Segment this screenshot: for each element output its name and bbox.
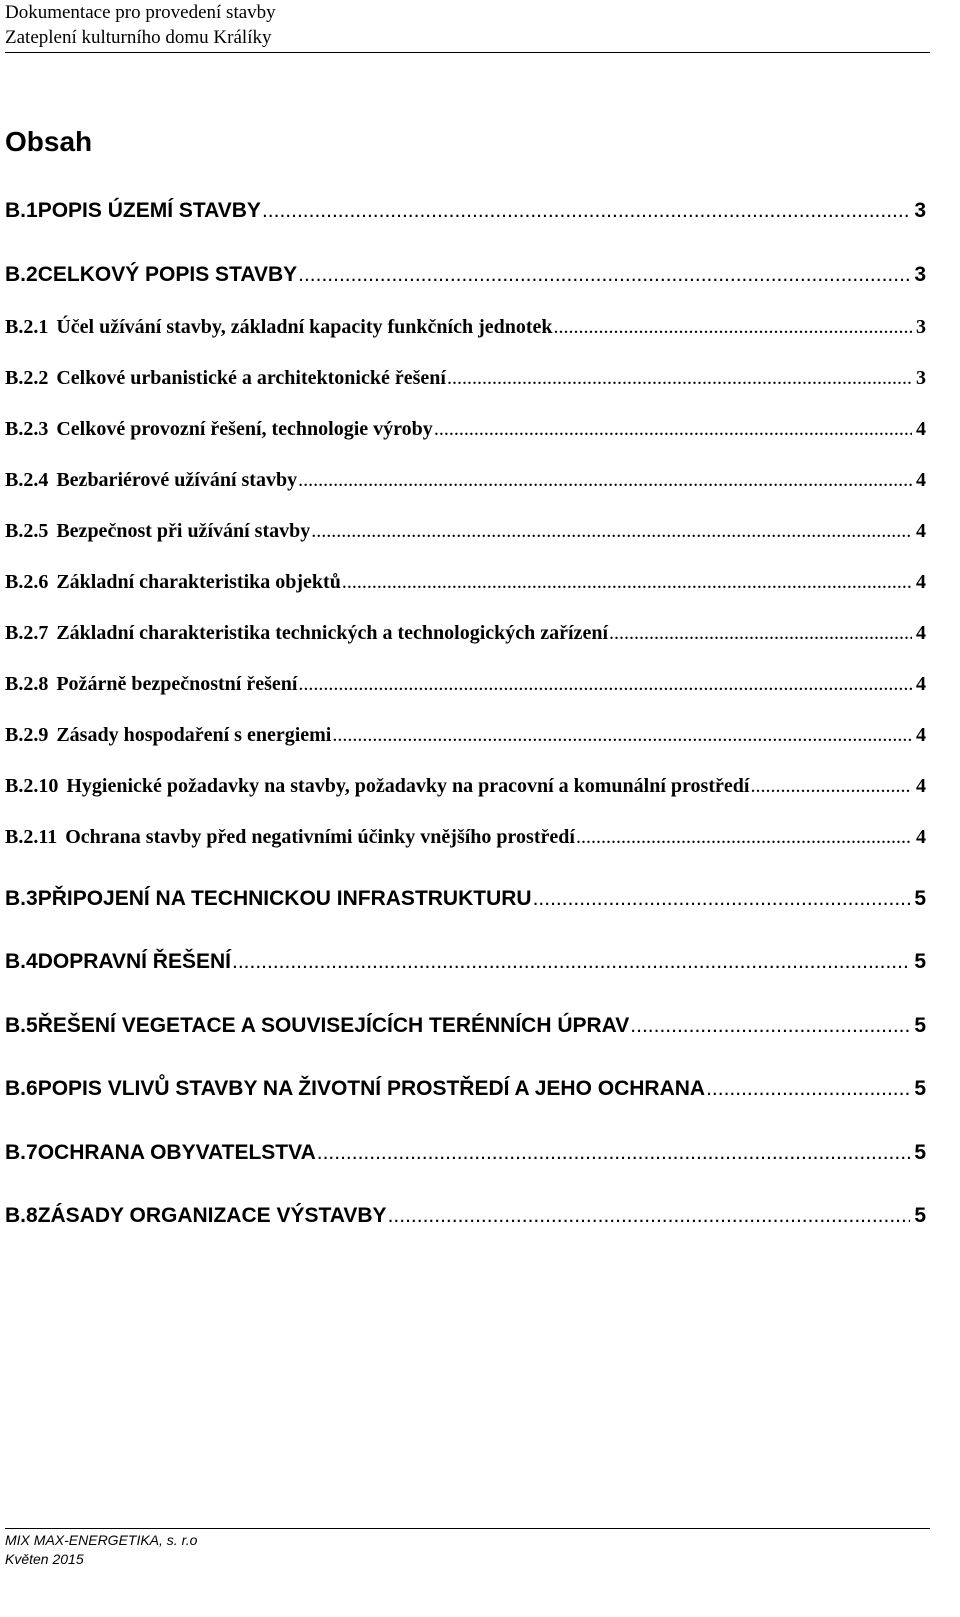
toc-entry-number: B.1 [5, 199, 38, 222]
toc-entry-label: Celkové urbanistické a architektonické řešení [56, 367, 446, 389]
toc-entry-label: CELKOVÝ POPIS STAVBY [37, 263, 298, 286]
toc-entry-page: 5 [914, 1204, 926, 1227]
document-type: Dokumentace pro provedení stavby [5, 2, 276, 23]
toc-entry-number: B.5 [5, 1014, 38, 1037]
toc-dot-leader [609, 618, 912, 648]
toc-entry-number: B.7 [5, 1141, 38, 1164]
toc-entry-page: 5 [914, 950, 926, 973]
toc-entry-page: 4 [916, 418, 926, 440]
toc-entry-number: B.2.6 [5, 571, 49, 593]
toc-entry-label: PŘIPOJENÍ NA TECHNICKOU INFRASTRUKTURU [37, 887, 532, 910]
toc-entry[interactable] [5, 567, 926, 597]
toc-dot-leader [311, 516, 912, 546]
toc-dot-leader [262, 196, 910, 226]
toc-entry[interactable] [5, 884, 926, 914]
toc-entry-label: ZÁSADY ORGANIZACE VÝSTAVBY [37, 1204, 387, 1227]
toc-dot-leader [232, 947, 910, 977]
toc-entry-label: Hygienické požadavky na stavby, požadavky na pracovní a komunální prostředí [66, 775, 750, 797]
toc-entry-page: 3 [916, 367, 926, 389]
toc-dot-leader [630, 1011, 910, 1041]
toc-entry-label: POPIS ÚZEMÍ STAVBY [37, 199, 261, 222]
toc-entry-number: B.2.3 [5, 418, 49, 440]
toc-dot-leader [332, 720, 912, 750]
toc-entry[interactable] [5, 618, 926, 648]
toc-entry-page: 4 [916, 520, 926, 542]
toc-dot-leader [298, 669, 912, 699]
toc-entry[interactable] [5, 465, 926, 495]
toc-entry-page: 4 [916, 775, 926, 797]
toc-entry-label: Požárně bezpečnostní řešení [56, 673, 298, 695]
toc-entry-page: 5 [914, 1014, 926, 1037]
toc-entry-label: Zásady hospodaření s energiemi [56, 724, 332, 746]
toc-dot-leader [750, 771, 912, 801]
page-footer [5, 1528, 930, 1569]
toc-entry-number: B.2.2 [5, 367, 49, 389]
toc-entry[interactable] [5, 669, 926, 699]
toc-entry-number: B.2 [5, 263, 38, 286]
toc-entry-page: 5 [914, 1141, 926, 1164]
toc-entry-page: 4 [916, 724, 926, 746]
toc-entry-label: Ochrana stavby před negativními účinky vnějšího prostředí [65, 826, 575, 848]
toc-entry-number: B.2.1 [5, 316, 49, 338]
project-name: Zateplení kulturního domu Králíky [5, 27, 272, 48]
toc-entry[interactable] [5, 771, 926, 801]
toc-entry-number: B.8 [5, 1204, 38, 1227]
toc-title: Obsah [5, 126, 93, 157]
toc-entry-page: 3 [914, 199, 926, 222]
toc-dot-leader [342, 567, 912, 597]
toc-entry-number: B.2.4 [5, 469, 49, 491]
toc-entry-number: B.4 [5, 950, 38, 973]
toc-entry-label: Základní charakteristika technických a technologických zařízení [56, 622, 608, 644]
toc-entry-page: 3 [914, 263, 926, 286]
toc-entry-label: Účel užívání stavby, základní kapacity funkčních jednotek [56, 316, 553, 338]
toc-entry-number: B.2.9 [5, 724, 49, 746]
toc-entry[interactable] [5, 516, 926, 546]
toc-entry-label: Celkové provozní řešení, technologie výroby [56, 418, 433, 440]
toc-entry-number: B.6 [5, 1077, 38, 1100]
toc-entry-page: 4 [916, 826, 926, 848]
toc-entry-page: 4 [916, 571, 926, 593]
toc-dot-leader [317, 1138, 911, 1168]
toc-dot-leader [298, 260, 910, 290]
company-name: MIX MAX-ENERGETIKA, s. r.o [5, 1532, 198, 1548]
toc-dot-leader [388, 1201, 911, 1231]
toc-entry-number: B.3 [5, 887, 38, 910]
toc-entry-number: B.2.11 [5, 826, 58, 848]
toc-entry-number: B.2.7 [5, 622, 49, 644]
toc-entry-label: POPIS VLIVŮ STAVBY NA ŽIVOTNÍ PROSTŘEDÍ A JEHO OCHRANA [37, 1077, 706, 1100]
toc-entry-page: 4 [916, 673, 926, 695]
toc-entry-page: 4 [916, 469, 926, 491]
toc-entry[interactable] [5, 1201, 926, 1231]
toc-entry[interactable] [5, 720, 926, 750]
toc-entry[interactable] [5, 414, 926, 444]
toc-entry-label: DOPRAVNÍ ŘEŠENÍ [37, 950, 231, 973]
toc-entry-label: OCHRANA OBYVATELSTVA [37, 1141, 316, 1164]
toc-entry[interactable] [5, 196, 926, 226]
toc-entry[interactable] [5, 1138, 926, 1168]
toc-entry-label: ŘEŠENÍ VEGETACE A SOUVISEJÍCÍCH TERÉNNÍCH ÚPRAV [37, 1014, 630, 1037]
toc-entry-number: B.2.5 [5, 520, 49, 542]
page-header [5, 0, 930, 53]
toc-dot-leader [533, 884, 911, 914]
toc-dot-leader [447, 363, 912, 393]
toc-entry-page: 5 [914, 1077, 926, 1100]
toc-entry[interactable] [5, 822, 926, 852]
document-date: Květen 2015 [5, 1551, 84, 1567]
toc-entry[interactable] [5, 312, 926, 342]
toc-dot-leader [554, 312, 912, 342]
toc-dot-leader [576, 822, 912, 852]
toc-entry-page: 3 [916, 316, 926, 338]
toc-entry-number: B.2.8 [5, 673, 49, 695]
toc-dot-leader [298, 465, 912, 495]
toc-entry-page: 5 [914, 887, 926, 910]
toc-entry[interactable] [5, 363, 926, 393]
toc-entry-label: Bezpečnost při užívání stavby [56, 520, 311, 542]
toc-entry-label: Bezbariérové užívání stavby [56, 469, 298, 491]
toc-entry-label: Základní charakteristika objektů [56, 571, 341, 593]
toc-entry[interactable] [5, 1011, 926, 1041]
toc-dot-leader [434, 414, 912, 444]
toc-entry-page: 4 [916, 622, 926, 644]
toc-entry[interactable] [5, 1074, 926, 1104]
toc-dot-leader [706, 1074, 910, 1104]
toc-entry[interactable] [5, 947, 926, 977]
toc-entry[interactable] [5, 260, 926, 290]
toc-entry-number: B.2.10 [5, 775, 59, 797]
